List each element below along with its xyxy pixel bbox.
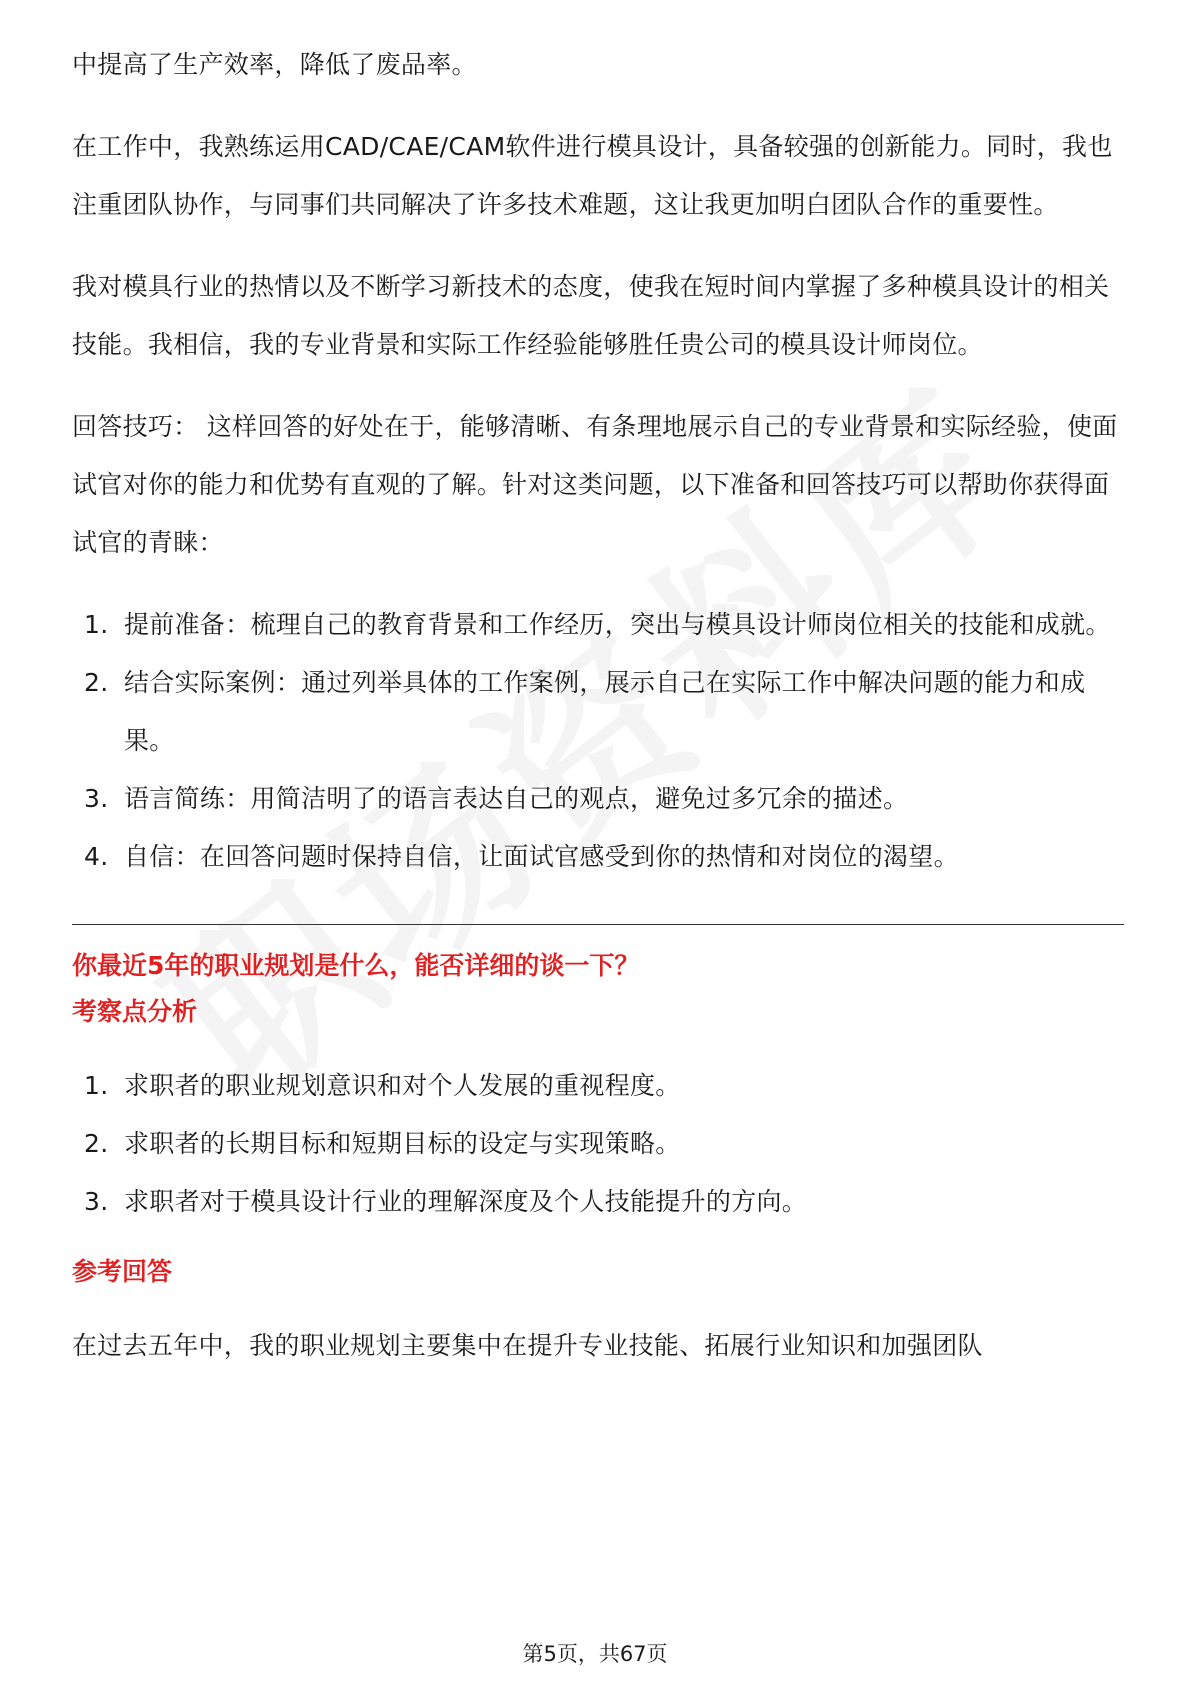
list-item [84, 596, 1124, 654]
list-item-text: 求职者的职业规划意识和对个人发展的重视程度。 [124, 1071, 681, 1100]
analysis-list [72, 1057, 1124, 1231]
list-number: 1. [84, 610, 109, 639]
list-item [84, 1115, 1124, 1173]
list-item [84, 1057, 1124, 1115]
list-item [84, 828, 1124, 886]
question-title: 你最近5年的职业规划是什么，能否详细的谈一下？ [72, 951, 640, 980]
list-item-text: 求职者对于模具设计行业的理解深度及个人技能提升的方向。 [124, 1187, 808, 1216]
list-number: 1. [84, 1071, 109, 1100]
document-page [72, 36, 1124, 1375]
paragraph-passion: 我对模具行业的热情以及不断学习新技术的态度，使我在短时间内掌握了多种模具设计的相关技能。我相信，我的专业背景和实际工作经验能够胜任贵公司的模具设计师岗位。 [72, 272, 1110, 359]
list-item-text: 结合实际案例：通过列举具体的工作案例，展示自己在实际工作中解决问题的能力和成果。 [124, 668, 1086, 755]
list-number: 4. [84, 842, 109, 871]
list-number: 2. [84, 668, 109, 697]
list-item-text: 自信：在回答问题时保持自信，让面试官感受到你的热情和对岗位的渴望。 [124, 842, 959, 871]
list-item [84, 1173, 1124, 1231]
paragraph-answer-tips: 回答技巧： 这样回答的好处在于，能够清晰、有条理地展示自己的专业背景和实际经验，使面试官对你的能力和优势有直观的了解。针对这类问题，以下准备和回答技巧可以帮助你获得面试官的青睐： [72, 412, 1118, 557]
section-divider [72, 924, 1124, 925]
paragraph-continuation: 中提高了生产效率，降低了废品率。 [72, 50, 477, 79]
tips-list [72, 596, 1124, 886]
list-number: 3. [84, 784, 109, 813]
list-item [84, 770, 1124, 828]
list-number: 3. [84, 1187, 109, 1216]
list-item [84, 654, 1124, 770]
list-item-text: 求职者的长期目标和短期目标的设定与实现策略。 [124, 1129, 681, 1158]
paragraph-work-experience: 在工作中，我熟练运用CAD/CAE/CAM软件进行模具设计，具备较强的创新能力。同时，我也注重团队协作，与同事们共同解决了许多技术难题，这让我更加明白团队合作的重要性。 [72, 132, 1113, 219]
list-item-text: 提前准备：梳理自己的教育背景和工作经历，突出与模具设计师岗位相关的技能和成就。 [124, 610, 1111, 639]
analysis-heading: 考察点分析 [72, 997, 198, 1026]
paragraph-answer: 在过去五年中，我的职业规划主要集中在提升专业技能、拓展行业知识和加强团队 [72, 1331, 983, 1360]
list-item-text: 语言简练：用简洁明了的语言表达自己的观点，避免过多冗余的描述。 [124, 784, 909, 813]
list-number: 2. [84, 1129, 109, 1158]
page-footer: 第5页，共67页 [522, 1642, 668, 1666]
answer-heading: 参考回答 [72, 1257, 173, 1286]
